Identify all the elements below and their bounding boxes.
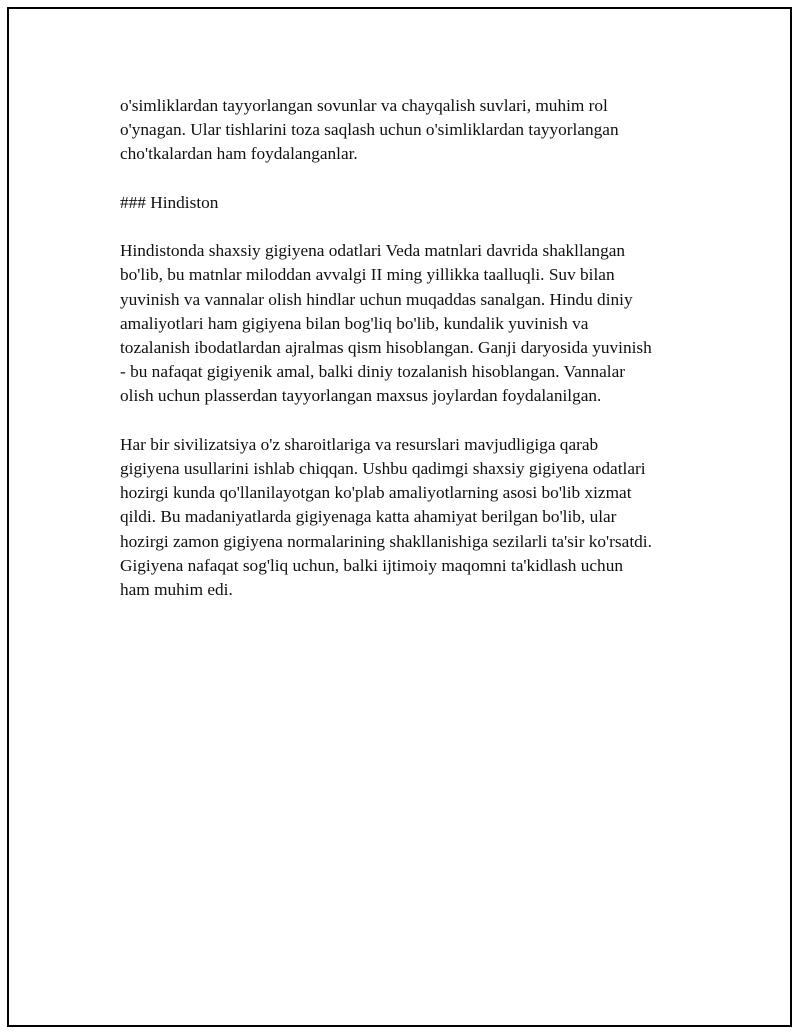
text-line: Gigiyena nafaqat sog'liq uchun, balki ijtimoiy maqomni ta'kidlash uchun bbox=[120, 555, 623, 575]
text-line: cho'tkalardan ham foydalanganlar. bbox=[120, 144, 358, 164]
document-body bbox=[120, 94, 700, 602]
text-line: - bu nafaqat gigiyenik amal, balki diniy tozalanish hisoblangan. Vannalar bbox=[120, 362, 626, 382]
text-line: amaliyotlari ham gigiyena bilan bog'liq bo'lib, kundalik yuvinish va bbox=[120, 313, 589, 333]
paragraph-gap bbox=[120, 215, 700, 239]
text-line: Hindistonda shaxsiy gigiyena odatlari Veda matnlari davrida shakllangan bbox=[120, 241, 626, 261]
text-line: yuvinish va vannalar olish hindlar uchun muqaddas sanalgan. Hindu diniy bbox=[120, 289, 633, 309]
text-line: tozalanish ibodatlardan ajralmas qism hisoblangan. Ganji daryosida yuvinish bbox=[120, 338, 652, 357]
text-line: hozirgi zamon gigiyena normalarining shakllanishiga sezilarli ta'sir ko'rsatdi. bbox=[120, 531, 652, 551]
heading-text: ### Hindiston bbox=[120, 192, 219, 212]
text-line: o'simliklardan tayyorlangan sovunlar va chayqalish suvlari, muhim rol bbox=[120, 96, 608, 115]
text-line: hozirgi kunda qo'llanilayotgan ko'plab amaliyotlarning asosi bo'lib xizmat bbox=[120, 483, 632, 503]
text-line: Har bir sivilizatsiya o'z sharoitlariga va resurslari mavjudligiga qarab bbox=[120, 434, 599, 454]
text-line: gigiyena usullarini ishlab chiqqan. Ushbu qadimgi shaxsiy gigiyena odatlari bbox=[120, 459, 646, 478]
section-heading bbox=[120, 191, 700, 215]
paragraph-1 bbox=[120, 94, 700, 167]
text-line: o'ynagan. Ular tishlarini toza saqlash uchun o'simliklardan tayyorlangan bbox=[120, 120, 619, 140]
paragraph-gap bbox=[120, 409, 700, 433]
text-line: qildi. Bu madaniyatlarda gigiyenaga katta ahamiyat berilgan bo'lib, ular bbox=[120, 507, 617, 527]
paragraph-3 bbox=[120, 433, 700, 602]
text-line: bo'lib, bu matnlar miloddan avvalgi II ming yillikka taalluqli. Suv bilan bbox=[120, 265, 615, 285]
text-line: olish uchun plasserdan tayyorlangan maxsus joylardan foydalanilgan. bbox=[120, 386, 602, 406]
text-line: ham muhim edi. bbox=[120, 580, 233, 600]
paragraph-2 bbox=[120, 239, 700, 408]
page-frame bbox=[7, 7, 792, 1027]
paragraph-gap bbox=[120, 167, 700, 191]
